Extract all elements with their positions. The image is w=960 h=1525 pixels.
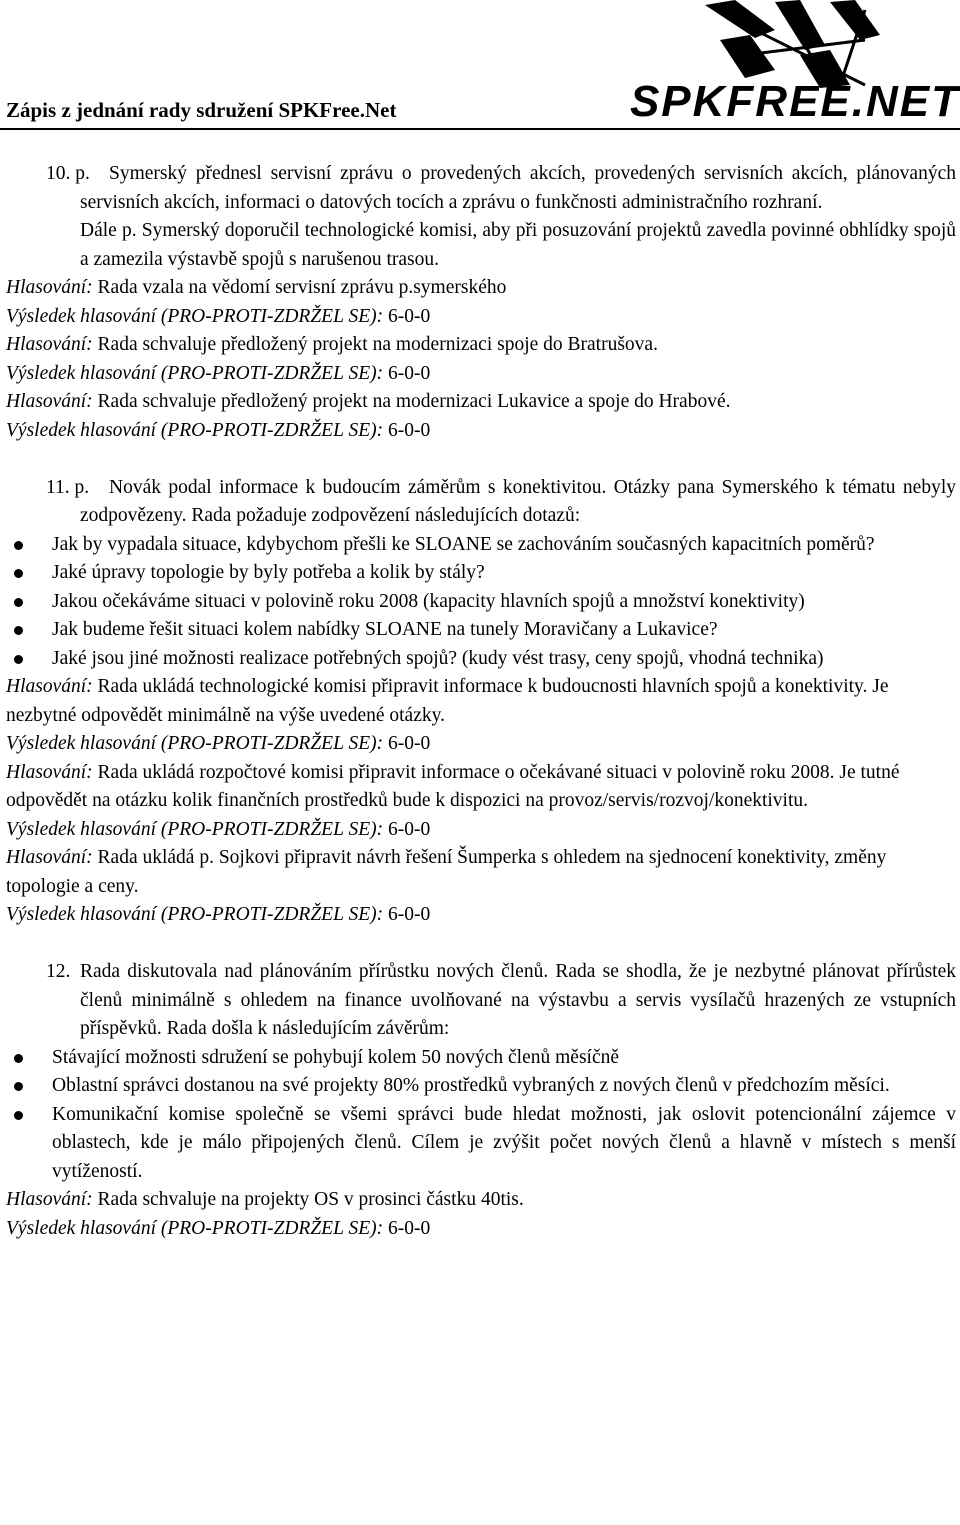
spkfree-logo — [625, 0, 960, 128]
list-item: Komunikační komise společně se všemi správci bude hledat možnosti, jak oslovit potencionální zájemce v oblastech, kde je málo připojených členů. Cílem je zvýšit počet nových členů a hlavně v místech s menší vytížeností. — [6, 1101, 956, 1187]
result-score: 6-0-0 — [387, 733, 431, 754]
section-12 — [6, 958, 956, 1044]
vote-label: Hlasování: — [6, 391, 93, 412]
vote-label: Hlasování: — [6, 1189, 93, 1210]
result-label: Výsledek hlasování (PRO-PROTI-ZDRŽEL SE): — [6, 362, 384, 384]
section-text: Symerský přednesl servisní zprávu o provedených akcích, provedených servisních akcích, plánovaných servisních akcích, informaci o datových tocích a zprávu o funkčnosti administračního rozhraní. — [80, 163, 956, 213]
bullet-icon — [14, 598, 23, 607]
vote-text: Rada ukládá rozpočtové komisi připravit informace o očekávané situaci v polovině roku 2008. Je tutné odpovědět na otázku kolik finančních prostředků bude k dispozici na provoz/servis/rozvoj/konektivitu. — [6, 761, 900, 811]
vote-entry — [6, 274, 956, 303]
vote-result — [6, 360, 956, 389]
result-score: 6-0-0 — [387, 1217, 431, 1239]
result-label: Výsledek hlasování (PRO-PROTI-ZDRŽEL SE): — [6, 305, 384, 327]
page-header — [0, 0, 960, 130]
list-item: Stávající možnosti sdružení se pohybují kolem 50 nových členů měsíčně — [6, 1044, 956, 1073]
result-score: 6-0-0 — [387, 904, 431, 925]
result-label: Výsledek hlasování (PRO-PROTI-ZDRŽEL SE): — [6, 818, 384, 840]
section-number: 12. — [46, 961, 71, 982]
section-10 — [6, 160, 956, 274]
section-text: Rada diskutovala nad plánováním přírůstku nových členů. Rada se shodla, že je nezbytné plánovat přírůstek členů minimálně s ohledem na finance uvolňované na výstavbu a servis vysílačů hrazených ze vstupních příspěvků. Rada došla k následujícím závěrům: — [80, 961, 956, 1039]
list-item: Jaké úpravy topologie by byly potřeba a kolik by stály? — [6, 559, 956, 588]
vote-text: Rada schvaluje předložený projekt na modernizaci Lukavice a spoje do Hrabové. — [97, 391, 731, 412]
document-body — [6, 160, 956, 1243]
vote-text: Rada schvaluje na projekty OS v prosinci částku 40tis. — [97, 1189, 524, 1210]
vote-entry — [6, 388, 956, 417]
bullet-icon — [14, 655, 23, 664]
result-label: Výsledek hlasování (PRO-PROTI-ZDRŽEL SE): — [6, 1217, 384, 1239]
list-item: Jaké jsou jiné možnosti realizace potřebných spojů? (kudy vést trasy, ceny spojů, vhodná technika) — [6, 645, 956, 674]
vote-text: Rada vzala na vědomí servisní zprávu p.symerského — [97, 277, 507, 298]
list-item: Jakou očekáváme situaci v polovině roku 2008 (kapacity hlavních spojů a množství konektivity) — [6, 588, 956, 617]
conclusion-list — [6, 1044, 956, 1187]
vote-result — [6, 417, 956, 446]
result-score: 6-0-0 — [387, 818, 431, 840]
result-label: Výsledek hlasování (PRO-PROTI-ZDRŽEL SE): — [6, 904, 384, 925]
vote-result — [6, 303, 956, 332]
vote-label: Hlasování: — [6, 334, 93, 355]
vote-result — [6, 730, 956, 759]
list-item: Jak by vypadala situace, kdybychom přešli ke SLOANE se zachováním současných kapacitních poměrů? — [6, 531, 956, 560]
bullet-icon — [14, 569, 23, 578]
vote-label: Hlasování: — [6, 277, 93, 298]
vote-result — [6, 901, 956, 930]
vote-result — [6, 816, 956, 845]
vote-label: Hlasování: — [6, 761, 93, 783]
logo-text: SPKFREE.NET — [629, 77, 960, 126]
result-score: 6-0-0 — [387, 419, 431, 441]
result-label: Výsledek hlasování (PRO-PROTI-ZDRŽEL SE): — [6, 419, 384, 441]
bullet-icon — [14, 1054, 23, 1063]
vote-text: Rada schvaluje předložený projekt na modernizaci spoje do Bratrušova. — [97, 334, 658, 355]
section-text: Novák podal informace k budoucím záměrům s konektivitou. Otázky pana Symerského k tématu nebyly zodpovězeny. Rada požaduje zodpovězení následujících dotazů: — [80, 476, 956, 526]
vote-entry — [6, 844, 956, 901]
vote-entry — [6, 1186, 956, 1215]
document-title: Zápis z jednání rady sdružení SPKFree.Net — [6, 98, 397, 122]
list-item: Oblastní správci dostanou na své projekty 80% prostředků vybraných z nových členů v předchozím měsíci. — [6, 1072, 956, 1101]
section-text: Dále p. Symerský doporučil technologické komisi, aby při posuzování projektů zavedla povinné obhlídky spojů a zamezila výstavbě spojů s narušenou trasou. — [80, 220, 956, 270]
vote-result — [6, 1215, 956, 1244]
vote-label: Hlasování: — [6, 847, 93, 868]
section-11 — [6, 474, 956, 531]
section-number: 11. p. — [46, 476, 90, 498]
header-divider — [0, 128, 960, 130]
result-label: Výsledek hlasování (PRO-PROTI-ZDRŽEL SE): — [6, 733, 384, 754]
section-number: 10. p. — [46, 163, 90, 184]
vote-entry — [6, 331, 956, 360]
result-score: 6-0-0 — [387, 362, 431, 384]
question-list — [6, 531, 956, 674]
bullet-icon — [14, 626, 23, 635]
list-item: Jak budeme řešit situaci kolem nabídky SLOANE na tunely Moravičany a Lukavice? — [6, 616, 956, 645]
vote-label: Hlasování: — [6, 676, 93, 697]
spacer — [6, 445, 956, 474]
bullet-icon — [14, 1082, 23, 1091]
vote-text: Rada ukládá technologické komisi připravit informace k budoucnosti hlavních spojů a konektivity. Je nezbytné odpovědět minimálně na výše uvedené otázky. — [6, 676, 889, 726]
vote-text: Rada ukládá p. Sojkovi připravit návrh řešení Šumperka s ohledem na sjednocení konektivity, změny topologie a ceny. — [6, 847, 887, 897]
result-score: 6-0-0 — [387, 305, 431, 327]
bullet-icon — [14, 541, 23, 550]
vote-entry — [6, 673, 956, 730]
spacer — [6, 930, 956, 959]
bullet-icon — [14, 1111, 23, 1120]
vote-entry — [6, 759, 956, 816]
